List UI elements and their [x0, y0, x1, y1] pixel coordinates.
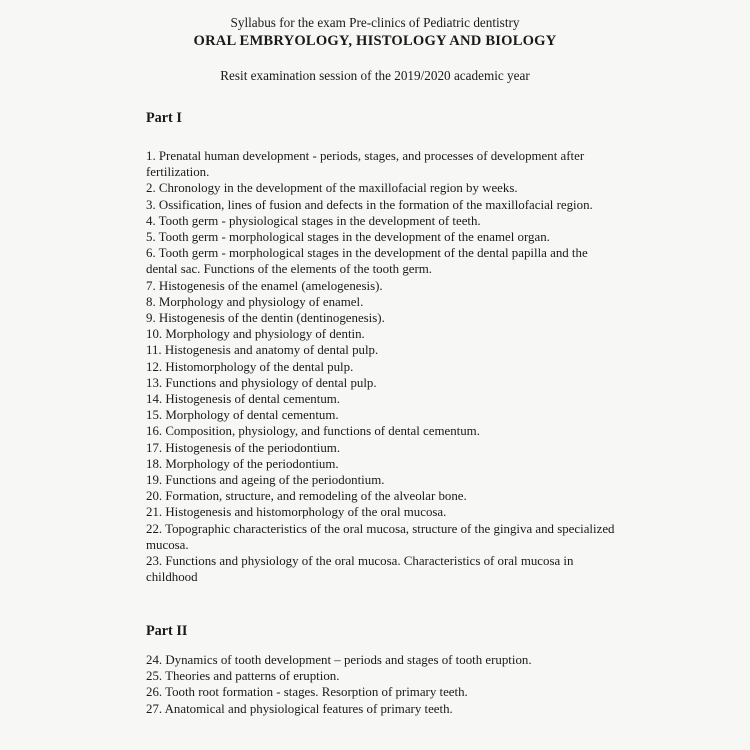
document-title: ORAL EMBRYOLOGY, HISTOLOGY AND BIOLOGY [193, 33, 557, 49]
part-one-list [146, 148, 622, 585]
list-item: 23. Functions and physiology of the oral mucosa. Characteristics of oral mucosa in childhood [146, 554, 574, 585]
list-item: 1. Prenatal human development - periods, stages, and processes of development after fertilization. [146, 149, 585, 180]
list-item: 25. Theories and patterns of eruption. [146, 669, 340, 684]
list-item: 12. Histomorphology of the dental pulp. [146, 359, 354, 374]
list-item: 11. Histogenesis and anatomy of dental pulp. [146, 343, 379, 358]
part-two-heading: Part II [146, 623, 188, 639]
list-item: 17. Histogenesis of the periodontium. [146, 440, 341, 455]
list-item: 14. Histogenesis of dental cementum. [146, 392, 341, 407]
list-item: 13. Functions and physiology of dental pulp. [146, 375, 377, 390]
list-item: 7. Histogenesis of the enamel (amelogenesis). [146, 278, 383, 293]
part-two-list [146, 652, 622, 717]
list-item: 16. Composition, physiology, and functions of dental cementum. [146, 424, 480, 439]
list-item: 6. Tooth germ - morphological stages in the development of the dental papilla and the dental sac. Functions of the elements of the tooth germ. [146, 246, 588, 277]
list-item: 24. Dynamics of tooth development – periods and stages of tooth eruption. [146, 653, 532, 667]
list-item: 8. Morphology and physiology of enamel. [146, 294, 364, 309]
list-item: 4. Tooth germ - physiological stages in the development of teeth. [146, 213, 481, 228]
document-subtitle: Syllabus for the exam Pre-clinics of Pediatric dentistry [230, 15, 520, 30]
list-item: 21. Histogenesis and histomorphology of the oral mucosa. [146, 505, 447, 520]
list-item: 20. Formation, structure, and remodeling of the alveolar bone. [146, 489, 467, 504]
session-line: Resit examination session of the 2019/2020 academic year [220, 68, 530, 83]
list-item: 22. Topographic characteristics of the oral mucosa, structure of the gingiva and specialized mucosa. [146, 521, 615, 552]
list-item: 2. Chronology in the development of the maxillofacial region by weeks. [146, 181, 518, 196]
list-item: 26. Tooth root formation - stages. Resorption of primary teeth. [146, 685, 468, 700]
list-item: 5. Tooth germ - morphological stages in the development of the enamel organ. [146, 230, 550, 245]
list-item: 15. Morphology of dental cementum. [146, 408, 339, 423]
list-item: 3. Ossification, lines of fusion and defects in the formation of the maxillofacial region. [146, 197, 593, 212]
list-item: 10. Morphology and physiology of dentin. [146, 327, 365, 342]
list-item: 9. Histogenesis of the dentin (dentinogenesis). [146, 311, 385, 326]
list-item: 18. Morphology of the periodontium. [146, 456, 339, 471]
part-one-heading: Part I [146, 110, 182, 126]
list-item: 19. Functions and ageing of the periodontium. [146, 473, 385, 488]
list-item: 27. Anatomical and physiological features of primary teeth. [146, 701, 453, 716]
